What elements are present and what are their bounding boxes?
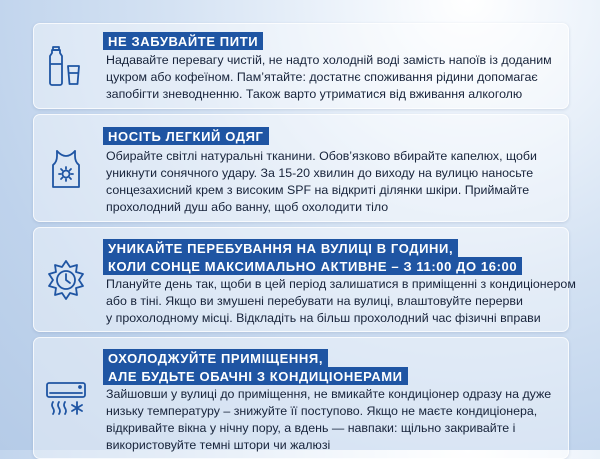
water-bottle-glass-icon (44, 44, 88, 88)
tip-text (106, 52, 562, 103)
tank-top-sun-icon (44, 147, 88, 191)
tip-title: НЕ ЗАБУВАЙТЕ ПИТИ (103, 32, 263, 50)
tip-text-line: цукром або кофеїном. Пам’ятайте: достатнє споживання рідини допомагає (106, 70, 538, 84)
tip-title: НОСІТЬ ЛЕГКИЙ ОДЯГ (103, 127, 269, 145)
tip-title-line-1: УНИКАЙТЕ ПЕРЕБУВАННЯ НА ВУЛИЦІ В ГОДИНИ, (103, 239, 458, 257)
tip-card-avoid-sun (33, 227, 576, 332)
tip-card-drink (33, 23, 569, 109)
tip-title-line-2: КОЛИ СОНЦЕ МАКСИМАЛЬНО АКТИВНЕ – З 11:00 ДО 16:00 (103, 257, 522, 275)
tip-text-line: Надавайте перевагу чистій, не надто холодній воді замість напоїв із доданим (106, 53, 552, 67)
tip-text (106, 148, 562, 216)
tip-text-line: або в тіні. Якщо ви змушені перебувати на вулиці, влаштовуйте перерви (106, 294, 523, 308)
tip-text-line: запобігти зневодненню. Також варто утриматися від вживання алкоголю (106, 87, 523, 101)
tip-card-cool-rooms (33, 337, 569, 459)
tip-text-line: Обирайте світлі натуральні тканини. Обов’язково вбирайте капелюх, щоби (106, 149, 537, 163)
tip-text-line: сонцезахисний крем з високим SPF на відкриті ділянки шкіри. Приймайте (106, 183, 530, 197)
tip-text-line: Плануйте день так, щоби в цей період залишатися в приміщенні з кондиціонером (106, 277, 576, 291)
tip-card-clothing (33, 114, 569, 222)
tip-text (106, 386, 562, 454)
tip-text-line: Зайшовши у вулиці до приміщення, не вмикайте кондиціонер одразу на дуже (106, 387, 552, 401)
tip-text-line: низьку температуру – знижуйте її поступово. Якщо не маєте кондиціонера, (106, 404, 538, 418)
tip-text-line: у прохолодному місці. Відкладіть на більш прохолодний час фізичні вправи (106, 311, 541, 325)
tip-text (106, 276, 576, 327)
sun-clock-icon (44, 258, 88, 302)
tip-text-line: використовуйте темні штори чи жалюзі (106, 438, 331, 452)
tip-title-line-2: АЛЕ БУДЬТЕ ОБАЧНІ З КОНДИЦІОНЕРАМИ (103, 367, 408, 385)
air-conditioner-icon (44, 378, 88, 422)
tip-text-line: прохолодний душ або ванну, щоб охолодити тіло (106, 200, 389, 214)
tip-title-line-1: ОХОЛОДЖУЙТЕ ПРИМІЩЕННЯ, (103, 349, 328, 367)
tip-text-line: уникнути сонячного удару. За 15-20 хвилин до виходу на вулицю наносьте (106, 166, 534, 180)
tip-text-line: відкривайте вікна у нічну пору, а вдень — навпаки: щільно закривайте і (106, 421, 516, 435)
